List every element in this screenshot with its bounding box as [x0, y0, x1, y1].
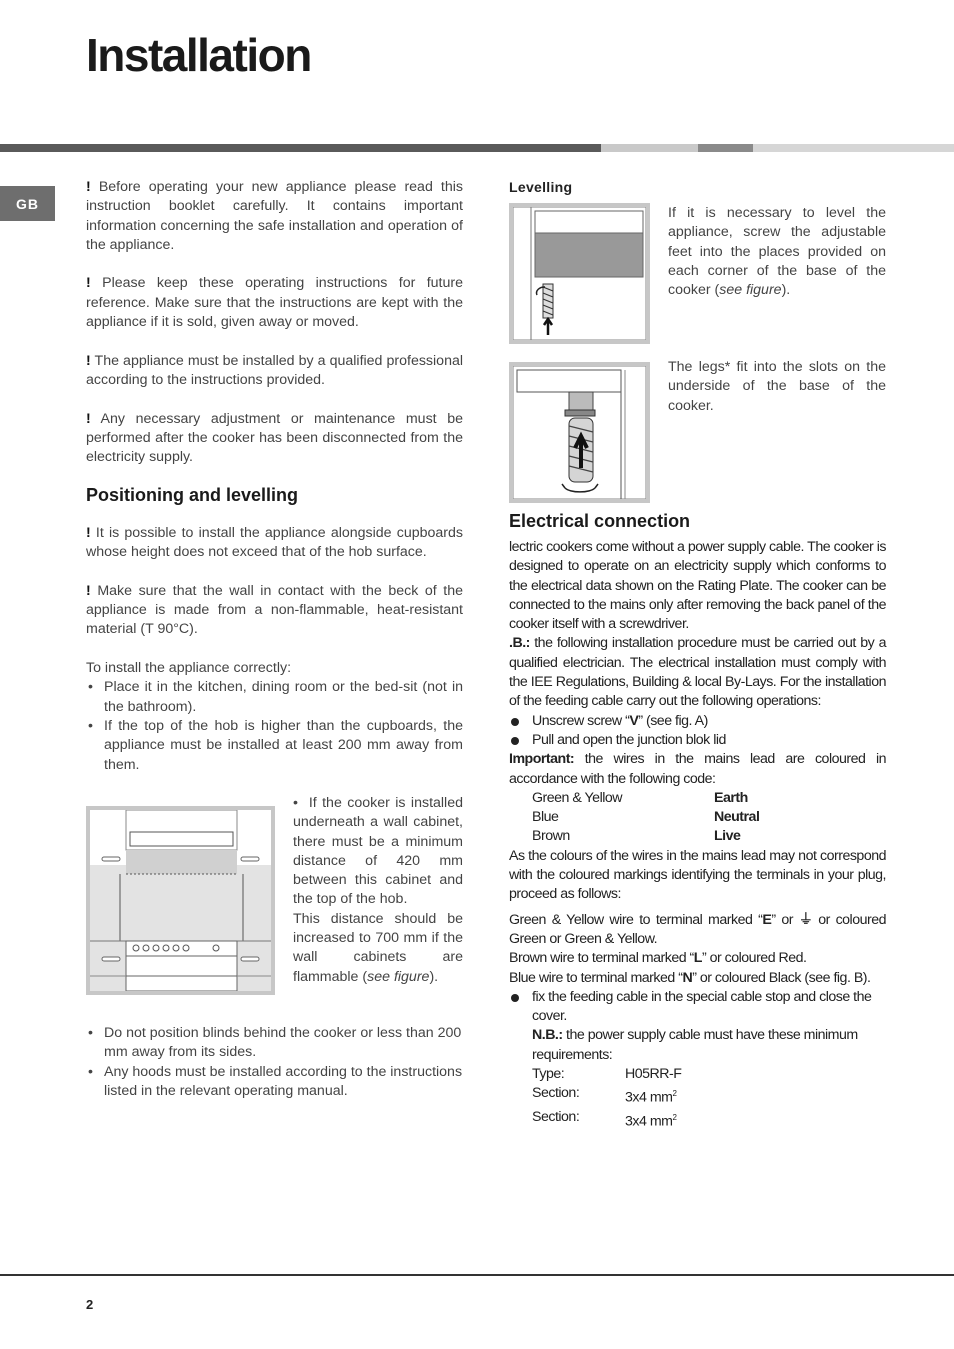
wire-table	[509, 789, 886, 847]
blinds-hoods-list	[86, 1024, 463, 1101]
levelling-heading: Levelling	[509, 179, 573, 195]
header-bar-light-2	[753, 144, 954, 152]
warning-read-booklet: ! Before operating your new appliance please read this instruction booklet carefully. It contains important information concerning the safe installation and operation of the appliance.	[86, 179, 463, 253]
cabinet-distance-text: • If the cooker is installed underneath a wall cabinet, there must be a minimum distance of 420 mm between this cabinet and the top of the hob.	[293, 795, 463, 908]
ec-final-steps	[509, 988, 886, 1133]
ec-steps	[509, 712, 886, 751]
levelling-illustration-1	[513, 207, 646, 340]
ec-green-yellow: Green & Yellow wire to terminal marked “E” or ⏚ or coloured Green or Green & Yellow.	[509, 911, 886, 947]
positioning-heading: Positioning and levelling	[86, 485, 299, 505]
electrical-heading: Electrical connection	[509, 511, 691, 531]
warning-disconnect: ! Any necessary adjustment or maintenance must be performed after the cooker has been disconnected from the electricity supply.	[86, 410, 463, 466]
electrical-section	[509, 538, 886, 1132]
flammable-text: This distance should be increased to 700 mm if the wall cabinets are flammable (see figure).	[293, 910, 463, 985]
install-list	[86, 678, 463, 774]
earth-icon: ⏚	[798, 911, 813, 928]
levelling-figure-bottom	[509, 362, 650, 503]
list-item: • If the top of the hob is higher than the cupboards, the appliance must be installed at least 200 mm away from them.	[86, 717, 463, 775]
req-row: Type: H05RR-F	[532, 1066, 682, 1083]
header-bar-mid	[698, 144, 753, 152]
levelling-text-1: If it is necessary to level the appliance, screw the adjustable feet into the places provided on each corner of the base of the cooker (see figure).	[668, 205, 886, 299]
list-item: • Any hoods must be installed according to the instructions listed in the relevant operating manual.	[86, 1063, 463, 1102]
ec-intro: lectric cookers come without a power supply cable. The cooker is designed to operate on an electricity supply which conforms to the electrical data shown on the Rating Plate. The cooker can be connected to the mains only after removing the back panel of the cooker itself with a screwdriver.	[509, 539, 886, 633]
header-bar-dark	[0, 144, 601, 152]
list-item: • Do not position blinds behind the cooker or less than 200 mm away from its sides.	[86, 1024, 463, 1063]
page-number: 2	[86, 1297, 94, 1312]
warning-keep-instructions: ! Please keep these operating instructions for future reference. Make sure that the instructions are kept with the appliance if it is sold, given away or moved.	[86, 275, 463, 331]
ec-brown: Brown wire to terminal marked “L” or coloured Red.	[509, 950, 807, 967]
wire-row: Blue Neutral	[532, 809, 760, 826]
warning-qualified-professional: ! The appliance must be installed by a qualified professional according to the instructions provided.	[86, 352, 464, 388]
ec-important: Important: the wires in the mains lead are coloured in accordance with the following code:	[509, 751, 886, 787]
list-item: Pull and open the junction blok lid	[509, 731, 886, 750]
left-column	[86, 178, 463, 467]
req-row: Section: 3x4 $mm^2$	[532, 1109, 677, 1131]
levelling-text-2: The legs* fit into the slots on the underside of the base of the cooker.	[668, 359, 886, 414]
header-bar-light	[601, 144, 698, 152]
footer-rule	[0, 1274, 954, 1276]
install-intro: To install the appliance correctly:	[86, 660, 292, 677]
ec-colours-note: As the colours of the wires in the mains lead may not correspond with the coloured markings identifying the terminals in your plug, proceed as follows:	[509, 847, 886, 903]
levelling-figure-top	[509, 203, 650, 344]
req-row: Section: 3x4 $mm^2$	[532, 1085, 677, 1107]
ec-nb: .B.: the following installation procedure must be carried out by a qualified electrician. The electrical installation must comply with the IEE Regulations, Building & local By-Lays. For the installation of the feeding cable carry out the following operations:	[509, 635, 886, 710]
cabinet-text	[293, 794, 463, 987]
page-title: Installation	[86, 29, 311, 81]
list-item: fix the feeding cable in the special cable stop and close the cover. N.B.: the power supply cable must have these minimum requirements: Type: H05RR-F Section: 3x4 $mm^2$ Section: 3x4 $mm^2$	[509, 988, 886, 1133]
cooker-illustration	[90, 810, 271, 991]
list-item: Unscrew screw “V” (see fig. A)	[509, 712, 886, 731]
wire-row: Brown Live	[532, 828, 741, 845]
levelling-illustration-2	[513, 366, 646, 499]
warning-cupboards: ! It is possible to install the appliance alongside cupboards whose height does not exceed that of the hob surface.	[86, 525, 463, 561]
hoods-section	[86, 1024, 463, 1101]
ec-blue: Blue wire to terminal marked “N” or coloured Black (see fig. B).	[509, 969, 871, 986]
cooker-cabinet-figure	[86, 806, 275, 995]
language-tab: GB	[0, 186, 55, 221]
positioning-section	[86, 524, 463, 775]
warning-wall-material: ! Make sure that the wall in contact with the beck of the appliance is made from a non-flammable, heat-resistant material (T 90°C).	[86, 582, 463, 638]
list-item: • Place it in the kitchen, dining room or the bed-sit (not in the bathroom).	[86, 678, 463, 717]
wire-row: Green & Yellow Earth	[532, 789, 748, 806]
